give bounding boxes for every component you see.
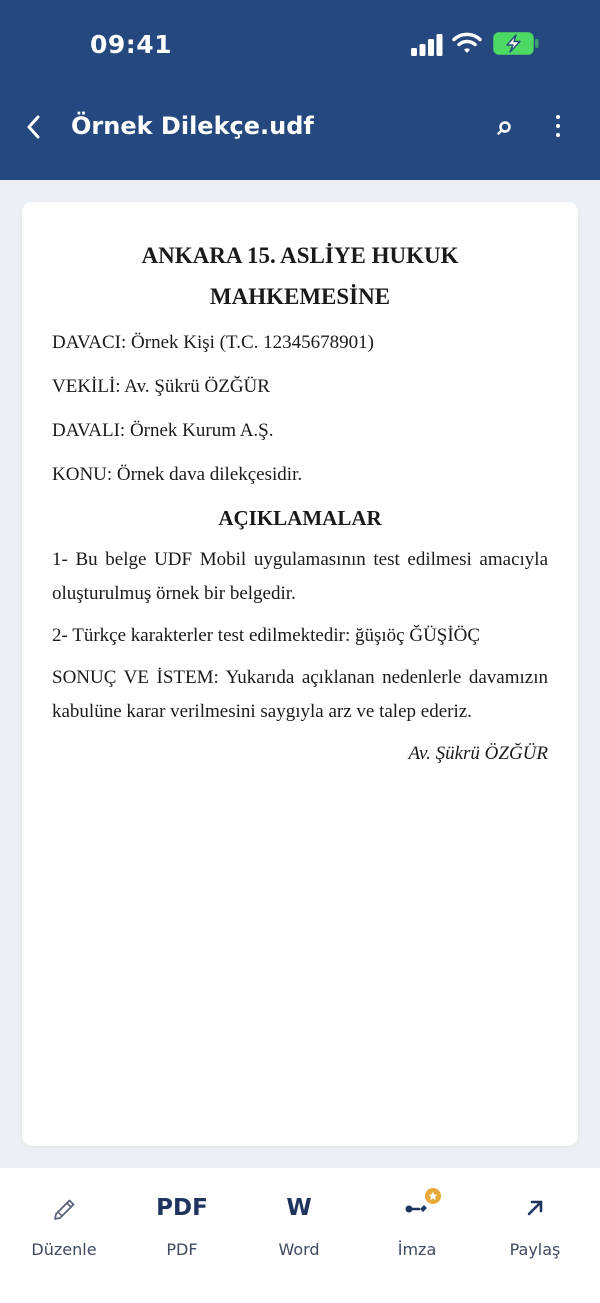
tab-edit-label: Düzenle [31,1240,97,1259]
tab-word-label: Word [278,1240,320,1259]
paragraph-3: SONUÇ VE İSTEM: Yukarıda açıklanan nedenlerle davamızın kabulüne karar verilmesini saygıyla arz ve talep ederiz. [52,667,548,722]
signature: Av. Şükrü ÖZĞÜR [408,743,548,764]
paragraph-2: 2- Türkçe karakterler test edilmektedir: ğüşıöç ĞÜŞİÖÇ [52,625,481,646]
word-icon-text: W [286,1195,312,1221]
davali-line: DAVALI: Örnek Kurum A.Ş. [52,420,274,441]
pdf-icon-text: PDF [156,1195,208,1221]
back-button[interactable] [18,110,48,144]
dot-icon [556,133,560,137]
tab-edit[interactable] [14,1186,114,1266]
share-arrow-icon [485,1191,585,1225]
word-icon [249,1191,349,1225]
heading-line-2: MAHKEMESİNE [209,284,391,309]
top-bar [0,0,600,180]
more-options-button[interactable] [548,110,568,142]
dot-icon [556,124,560,128]
document-content [52,235,548,771]
pdf-icon [132,1191,232,1225]
tab-word[interactable] [249,1186,349,1266]
document-heading [52,235,548,317]
signature-pen-icon [367,1191,467,1225]
tab-signature-label: İmza [397,1240,437,1259]
bottom-toolbar [0,1168,600,1303]
paragraph-1: 1- Bu belge UDF Mobil uygulamasının test edilmesi amacıyla oluşturulmuş örnek bir belgedir. [52,549,548,604]
tab-pdf[interactable] [132,1186,232,1266]
document-card [22,202,578,1146]
battery-icon [493,32,539,55]
tab-share[interactable] [485,1186,585,1266]
section-title: AÇIKLAMALAR [218,506,382,530]
status-time: 09:41 [90,30,173,59]
pencil-icon [14,1191,114,1225]
dot-icon [556,115,560,119]
vekili-line: VEKİLİ: Av. Şükrü ÖZĞÜR [52,376,270,397]
chevron-left-icon [26,115,40,139]
konu-line: KONU: Örnek dava dilekçesidir. [52,464,303,485]
davaci-line: DAVACI: Örnek Kişi (T.C. 12345678901) [52,332,374,353]
heading-line-1: ANKARA 15. ASLİYE HUKUK [141,243,459,268]
signal-icon [411,34,443,56]
wifi-icon [452,31,482,55]
premium-star-icon [425,1188,441,1204]
tab-signature[interactable] [367,1186,467,1266]
search-icon[interactable] [492,116,518,142]
page-title: Örnek Dilekçe.udf [71,112,314,140]
tab-share-label: Paylaş [509,1240,561,1259]
tab-pdf-label: PDF [166,1240,198,1259]
